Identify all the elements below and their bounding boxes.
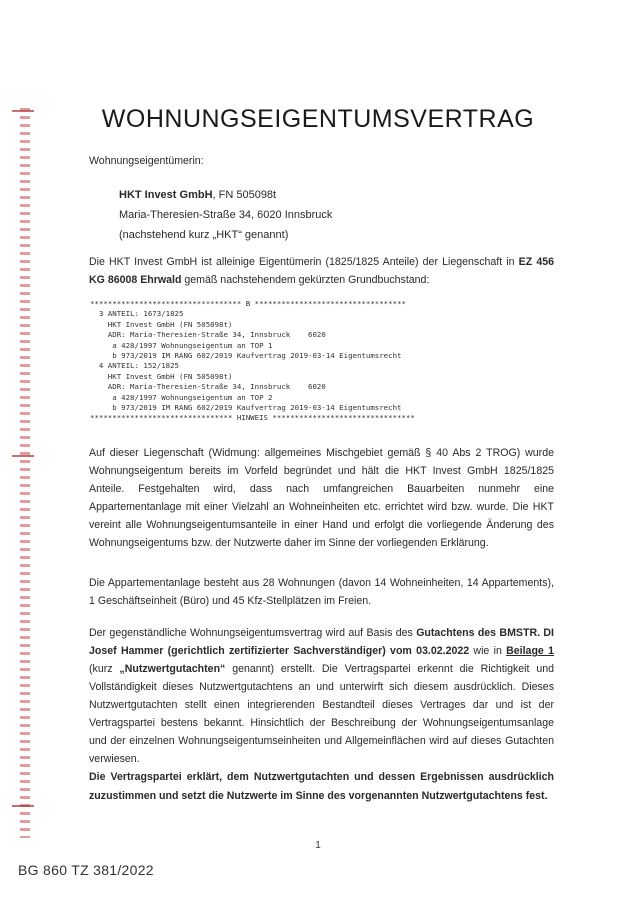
gutachten-text-g: genannt) erstellt. Die Vertragspartei erkennt die Richtigkeit und Vollständigkeit dieses Nutzwertgutachtens an und unterwirft sich diesem ausdrücklich. Dieses Nutzwertgutachten stellt einen integrierenden Bestandteil dieses Vertrages dar und ist der Vertragspartei bestens bekannt. Hinsichtlich der Beschreibung der Wohnungseigentumsanlage und der einzelnen Wohnungseigentumseinheiten und Allgemeinflächen wird auf dieses Gutachten verwiesen. — [89, 663, 555, 765]
binding-mark — [12, 805, 34, 815]
court-reference: BG 860 TZ 381/2022 — [18, 862, 154, 878]
gutachten-reference: Gutachtens des BMSTR. DI Josef Hammer (gerichtlich zertifizierter Sachverständiger) vom 03.02.2022 — [89, 627, 554, 657]
paragraph-gutachten — [89, 624, 554, 768]
owner-fn: , FN 505098t — [212, 189, 277, 201]
intro-paragraph — [89, 253, 554, 289]
owner-alias: (nachstehend kurz „HKT“ genannt) — [119, 229, 289, 241]
beilage-reference: Beilage 1 — [506, 645, 554, 657]
document-title: WOHNUNGSEIGENTUMSVERTRAG — [101, 105, 535, 133]
intro-text-b: gemäß nachstehendem gekürzten Grundbuchstand: — [181, 274, 430, 286]
intro-ez: EZ 456 KG 86008 Ehrwald — [89, 256, 555, 286]
intro-text-a: Die HKT Invest GmbH ist alleinige Eigentümerin (1825/1825 Anteile) der Liegenschaft in — [89, 256, 519, 268]
owner-block — [119, 185, 332, 245]
grundbuch-extract: ********************************** B ********************************** 3 ANTEIL: 1673/1825 HKT Invest GmbH (FN 505098t) ADR: Maria-Theresien-Straße 34, Innsbruck 6020 a 428/1997 Wohnungseigentum an TOP 1 b 973/2019 IM RANG 602/2019 Kaufvertrag 2019-03-14 Eigentumsrecht 4 ANTEIL: 152/1825 HKT Invest GmbH (FN 505098t) ADR: Maria-Theresien-Straße 34, Innsbruck 6020 a 428/1997 Wohnungseigentum an TOP 2 b 973/2019 IM RANG 602/2019 Kaufvertrag 2019-03-14 Eigentumsrecht ******************************** HINWEIS ******************************** — [90, 299, 415, 423]
nutzwertgutachten-term: „Nutzwertgutachten“ — [119, 663, 226, 675]
paragraph-appartementanlage: Die Appartementanlage besteht aus 28 Wohnungen (davon 14 Wohneinheiten, 14 Appartements), 1 Geschäftseinheit (Büro) und 45 Kfz-Stellplätzen im Freien. — [89, 577, 554, 607]
gutachten-text-a: Der gegenständliche Wohnungseigentumsvertrag wird auf Basis des — [89, 627, 417, 639]
owner-name: HKT Invest GmbH — [119, 189, 213, 201]
binding-strip — [20, 108, 30, 838]
gutachten-text-c: wie in — [469, 645, 507, 657]
paragraph-widmung: Auf dieser Liegenschaft (Widmung: allgemeines Mischgebiet gemäß § 40 Abs 2 TROG) wurde Wohnungseigentum bereits im Vorfeld begründet und hält die HKT Invest GmbH 1825/1825 Anteile. Festgehalten wird, dass nach umfangreichen Bauarbeiten nunmehr eine Appartementanlage mit einer Vielzahl an Wohneinheiten etc. errichtet wird bzw. wurde. Die HKT vereint alle Wohnungseigentumsanteile in einer Hand und erfolgt die vorliegende Änderung des Wohnungseigentums bzw. der Nutzwerte daher im Sinne der vorliegenden Erklärung. — [89, 447, 554, 549]
owner-label: Wohnungseigentümerin: — [89, 155, 204, 167]
owner-address: Maria-Theresien-Straße 34, 6020 Innsbruck — [119, 209, 333, 221]
binding-mark — [12, 455, 34, 465]
page-number: 1 — [315, 840, 321, 851]
paragraph-zustimmung: Die Vertragspartei erklärt, dem Nutzwertgutachten und dessen Ergebnissen ausdrücklich zuzustimmen und setzt die Nutzwerte im Sinne des vorgenannten Nutzwertgutachtens fest. — [89, 771, 554, 802]
gutachten-text-e: (kurz — [89, 663, 120, 675]
